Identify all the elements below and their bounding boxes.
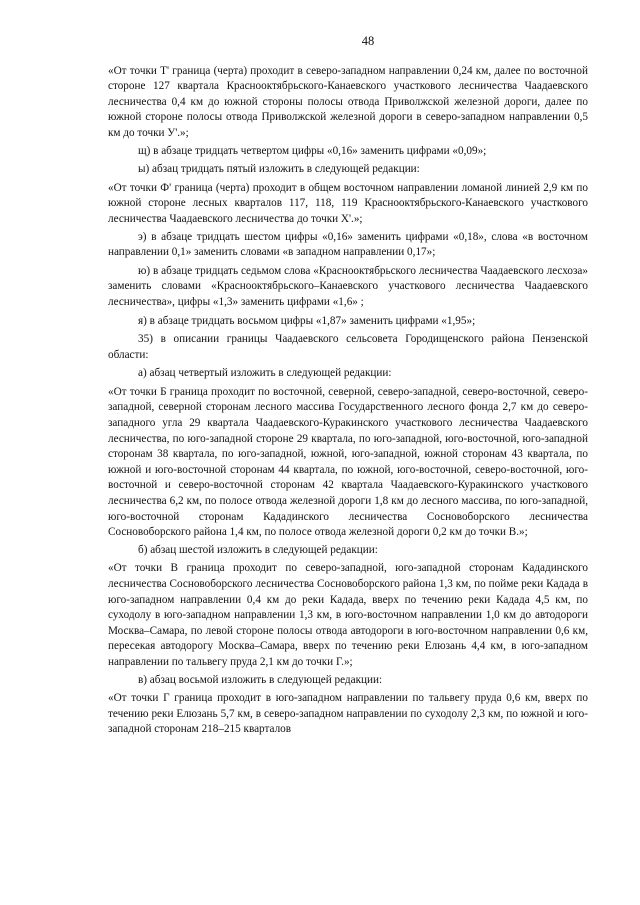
paragraph-amendment-a: а) абзац четвертый изложить в следующей редакции: (138, 367, 392, 380)
page-number: 48 (361, 34, 375, 48)
paragraph-quote-5: «От точки Г граница проходит в юго-западном направлении по тальвегу пруда 0,6 км, вверх по течению реки Елюзань 5,7 км, в северо-западном направлении по суходолу 2,3 км, по южной и юго-западной сторонам 218–215 кварталов (108, 692, 588, 736)
paragraph-section-35: 35) в описании границы Чаадаевского сельсовета Городищенского района Пензенской области: (108, 333, 588, 361)
paragraph-quote-3: «От точки Б граница проходит по восточной, северной, северо-западной, северо-восточной, северо-западной, северной сторонам лесного массива Государственного лесного фонда 2,7 км до северо-западного угла 29 квартала Чаадаевского-Куракинского участкового лесничества Чаадаевского лесничества, по юго-западной стороне 29 квартала, по юго-западной, юго-восточной, юго-западной сторонам 38 квартала, по юго-западной, южной, юго-западной, южной сторонам 43 квартала, по южной и юго-восточной сторонам 44 квартала, по южной, юго-восточной, северо-восточной, юго-восточной и северо-восточной сторонам 42 квартала Чаадаевского-Куракинского участкового лесничества 6,2 км, по полосе отвода железной дороги 1,8 км до лесного массива, по юго-западной, юго-восточной сторонам Кададинского лесничества Сосновоборского лесничества Сосновоборского района 1,4 км, по полосе отвода железной дороги 0,2 км до точки В.»; (108, 385, 588, 539)
paragraph-quote-2: «От точки Ф' граница (черта) проходит в общем восточном направлении ломаной линией 2,9 км по южной стороне лесных кварталов 117, 118, 119 Краснооктябрьского-Канаевского участкового лесничества Чаадаевского лесничества до точки Х'.»; (108, 181, 588, 225)
paragraph-quote-4: «От точки В граница проходит по северо-западной, юго-западной сторонам Кададинского лесничества Сосновоборского лесничества Сосновоборского района 1,3 км, по пойме реки Кадада в юго-западном направлении 0,4 км до реки Кадада, вверх по течению реки Кадада 4,5 км, по суходолу в юго-западном направлении 1,3 км, в юго-восточном направлении 1,0 км до автодороги Москва–Самара, по левой стороне полосы отвода автодороги в юго-восточном направлении 0,6 км, пересекая автодорогу Москва–Самара, вверх по течению реки Елюзань 4,4 км, в юго-западном направлении по тальвегу пруда 2,1 км до точки Г.»; (108, 562, 588, 668)
paragraph-amendment-b: б) абзац шестой изложить в следующей редакции: (138, 543, 378, 556)
paragraph-amendment-y: ы) абзац тридцать пятый изложить в следующей редакции: (138, 163, 420, 176)
paragraph-amendment-yu: ю) в абзаце тридцать седьмом слова «Краснооктябрьского лесничества Чаадаевского лесхоза» заменить словами «Краснооктябрьского–Канаевского участкового лесничества Чаадаевского лесничества», цифры «1,3» заменить цифрами «1,6» ; (108, 264, 588, 308)
paragraph-amendment-v: в) абзац восьмой изложить в следующей редакции: (138, 673, 383, 686)
paragraph-quote-1: «От точки Т' граница (черта) проходит в северо-западном направлении 0,24 км, далее по восточной стороне 127 квартала Краснооктябрьского-Канаевского участкового лесничества Чаадаевского лесничества 0,4 км до южной стороны полосы отвода Приволжской железной дороги, далее по южной стороне полосы отвода Приволжской железной дороги в северо-западном направлении 0,5 км до точки У'.»; (108, 64, 588, 139)
paragraph-amendment-e: э) в абзаце тридцать шестом цифры «0,16» заменить цифрами «0,18», слова «в восточном направлении 0,1» заменить словами «в западном направлении 0,17»; (108, 230, 588, 259)
paragraph-amendment-ya: я) в абзаце тридцать восьмом цифры «1,87» заменить цифрами «1,95»; (138, 314, 476, 327)
paragraph-amendment-shch: щ) в абзаце тридцать четвертом цифры «0,16» заменить цифрами «0,09»; (138, 144, 487, 157)
